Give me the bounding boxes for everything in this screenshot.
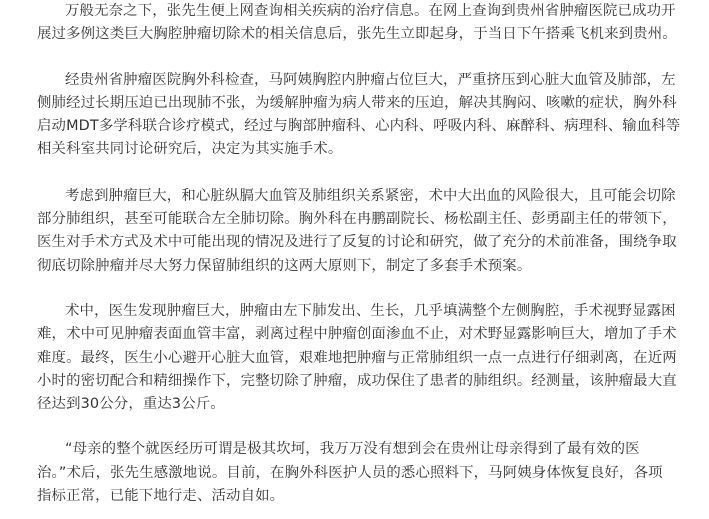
text-line: 径达到30公分，重达3公斤。	[37, 396, 225, 413]
text-line: 侧肺经过长期压迫已出现肺不张，为缓解肿瘤为病人带来的压迫，解决其胸闷、咳嗽的症状，胸外科	[37, 94, 677, 111]
text-line: 万般无奈之下，张先生便上网查询相关疾病的治疗信息。在网上查询到贵州省肿瘤医院已成功开	[65, 3, 676, 19]
paragraph-quote-recovery	[37, 438, 701, 508]
text-line: 考虑到肿瘤巨大，和心脏纵膈大血管及肺组织关系紧密，术中大出血的风险很大，且可能会切除	[65, 187, 676, 204]
text-line: “母亲的整个就医经历可谓是极其坎坷，我万万没有想到会在贵州让母亲得到了最有效的医	[65, 441, 640, 458]
text-line: 医生对手术方式及术中可能出现的情况及进行了反复的讨论和研究，做了充分的术前准备，围绕争取	[37, 234, 677, 251]
text-line: 难度。最终，医生小心避开心脏大血管，艰难地把肿瘤与正常肺组织一点一点进行仔细剥离，在近两	[37, 349, 677, 366]
text-line: 彻底切除肿瘤并尽大努力保留肺组织的这两大原则下，制定了多套手术预案。	[37, 257, 532, 274]
text-line: 相关科室共同讨论研究后，决定为其实施手术。	[37, 141, 343, 158]
paragraph-operation	[37, 300, 701, 416]
text-line: 经贵州省肿瘤医院胸外科检查，马阿姨胸腔内肿瘤占位巨大，严重挤压到心脏大血管及肺部，左	[65, 71, 676, 88]
text-line: 展过多例这类巨大胸腔肿瘤切除术的相关信息后，张先生立即起身，于当日下午搭乘飞机来到贵州。	[37, 26, 677, 43]
text-line: 术中，医生发现肿瘤巨大，肿瘤由左下肺发出、生长，几乎填满整个左侧胸腔，手术视野显露困	[65, 302, 676, 319]
paragraph-examination	[37, 69, 701, 162]
text-line: 难，术中可见肿瘤表面血管丰富，剥离过程中肿瘤创面渗血不止，对术野显露影响巨大，增加了手术	[37, 326, 677, 343]
text-line: 启动MDT多学科联合诊疗模式，经过与胸部肿瘤科、心内科、呼吸内科、麻醉科、病理科、输血科等	[37, 118, 681, 135]
paragraph-surgical-plan	[37, 185, 701, 278]
text-line: 指标正常，已能下地行走、活动自如。	[37, 488, 285, 505]
paragraph-search-info	[37, 0, 701, 47]
text-line: 部分肺组织，甚至可能联合左全肺切除。胸外科在冉鹏副院长、杨松副主任、彭勇副主任的带领下，	[37, 211, 677, 228]
text-line: 小时的密切配合和精细操作下，完整切除了肿瘤，成功保住了患者的肺组织。经测量，该肿瘤最大直	[37, 372, 677, 389]
text-line: 治。”术后，张先生感激地说。目前，在胸外科医护人员的悉心照料下，马阿姨身体恢复良好，各项	[37, 464, 663, 481]
